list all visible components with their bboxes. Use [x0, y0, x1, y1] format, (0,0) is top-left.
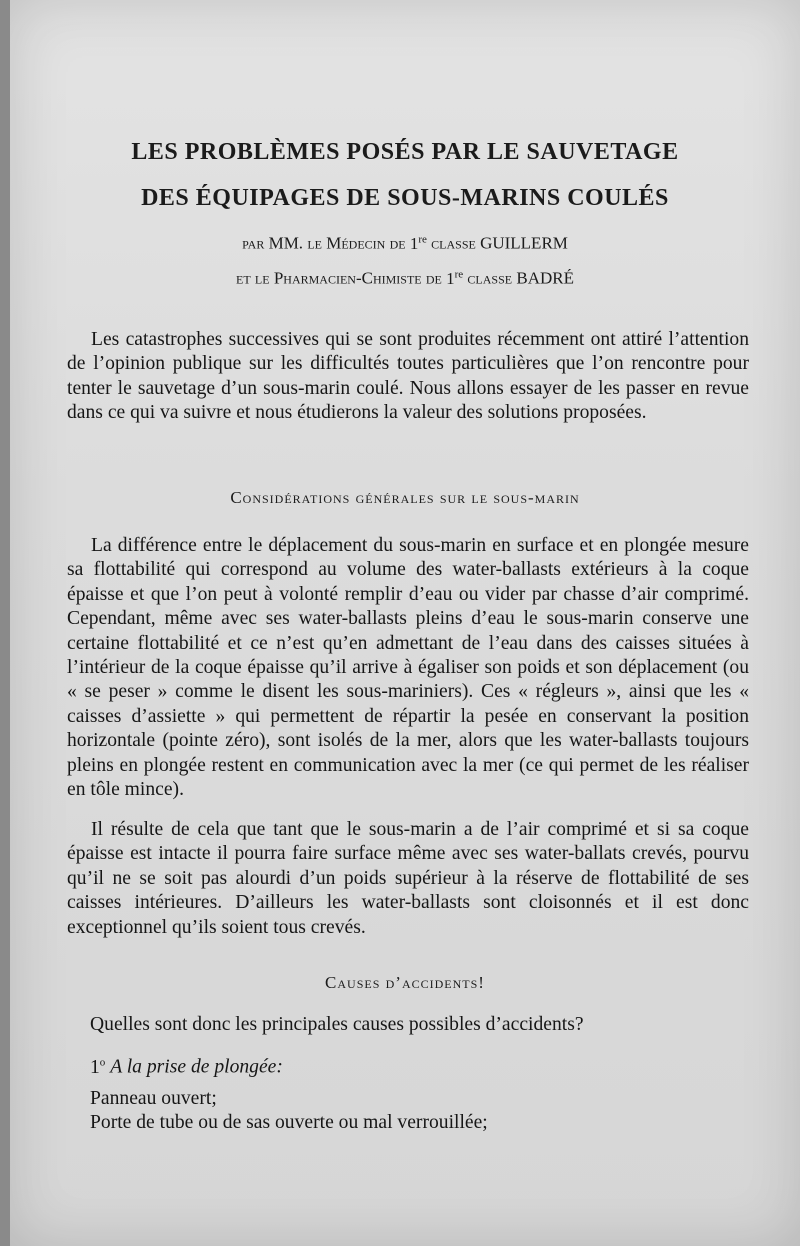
- authors-classe-2: classe: [467, 268, 513, 288]
- authors-line-1: [10, 233, 800, 254]
- list-line-porte: Porte de tube ou de sas ouverte ou mal verrouillée;: [90, 1112, 488, 1133]
- list-item-1: [90, 1056, 283, 1079]
- list-item-1-number: 1$^o$: [90, 1056, 106, 1078]
- authors-par: par: [242, 233, 265, 253]
- section-heading-causes: Causes d’accidents!: [325, 973, 485, 992]
- paragraph-flottabilite: La différence entre le déplacement du sous-marin en surface et en plongée mesure sa flottabilité qui correspond au volume des water-ballasts extérieurs à la coque épaisse et que l’on peut à volonté remplir d’eau ou vider par chasse d’air comprimé. Cependant, même avec ses water-ballasts pleins d’eau le sous-marin conserve une certaine flottabilité et ce n’est qu’en admettant de l’eau dans des caisses situées à l’intérieur de la coque épaisse qu’il arrive à égaliser son poids et son déplacement (ou « se peser » comme le disent les sous-mariniers). Ces « régleurs », ainsi que les « caisses d’assiette » qui permettent de répartir la pesée en conservant la position horizontale (pointe zéro), sont isolés de la mer, alors que les water-ballasts toujours pleins en plongée restent en communication avec la mer (ce qui permet de les réaliser en tôle mince).: [67, 535, 749, 801]
- title-line-2: DES ÉQUIPAGES DE SOUS-MARINS COULÉS: [141, 185, 669, 211]
- section-heading-considerations: Considérations générales sur le sous-marin: [230, 488, 580, 507]
- authors-line-2: [10, 268, 800, 289]
- authors-le: le: [307, 233, 322, 253]
- authors-de: de: [389, 233, 406, 253]
- list-line-panneau: Panneau ouvert;: [90, 1088, 217, 1109]
- authors-classe: classe: [431, 233, 476, 253]
- scanned-page: [10, 0, 800, 1246]
- authors-pharmacien: Pharmacien-Chimiste: [273, 268, 422, 288]
- list-item-1-label: A la prise de plongée:: [110, 1056, 283, 1078]
- authors-de-2: de: [425, 268, 442, 288]
- author-name-1: GUILLERM: [480, 233, 568, 253]
- authors-rank-2: 1re: [446, 268, 464, 288]
- paragraph-air-comprime: Il résulte de cela que tant que le sous-marin a de l’air comprimé et si sa coque épaisse est intacte il pourra faire surface même avec ses water-ballats crevés, pourvu qu’il ne se soit pas alourdi d’un poids supérieur à la réserve de flottabilité de ses caisses intérieures. D’ailleurs les water-ballasts sont cloisonnés et il est donc exceptionnel qu’ils soient tous crevés.: [67, 819, 749, 938]
- authors-et-le: et le: [236, 268, 270, 288]
- question-line: Quelles sont donc les principales causes possibles d’accidents?: [90, 1014, 584, 1035]
- authors-medecin: Médecin: [326, 233, 386, 253]
- author-name-2: BADRÉ: [516, 268, 574, 288]
- authors-mm: MM.: [268, 233, 304, 253]
- authors-rank-1: 1re: [409, 233, 427, 253]
- title-line-1: LES PROBLÈMES POSÉS PAR LE SAUVETAGE: [131, 139, 679, 165]
- intro-paragraph: Les catastrophes successives qui se sont produites récemment ont attiré l’attention de l’opinion publique sur les difficultés toutes particulières que l’on rencontre pour tenter le sauvetage d’un sous-marin coulé. Nous allons essayer de les passer en revue dans ce qui va suivre et nous étudierons la valeur des solutions proposées.: [67, 329, 749, 424]
